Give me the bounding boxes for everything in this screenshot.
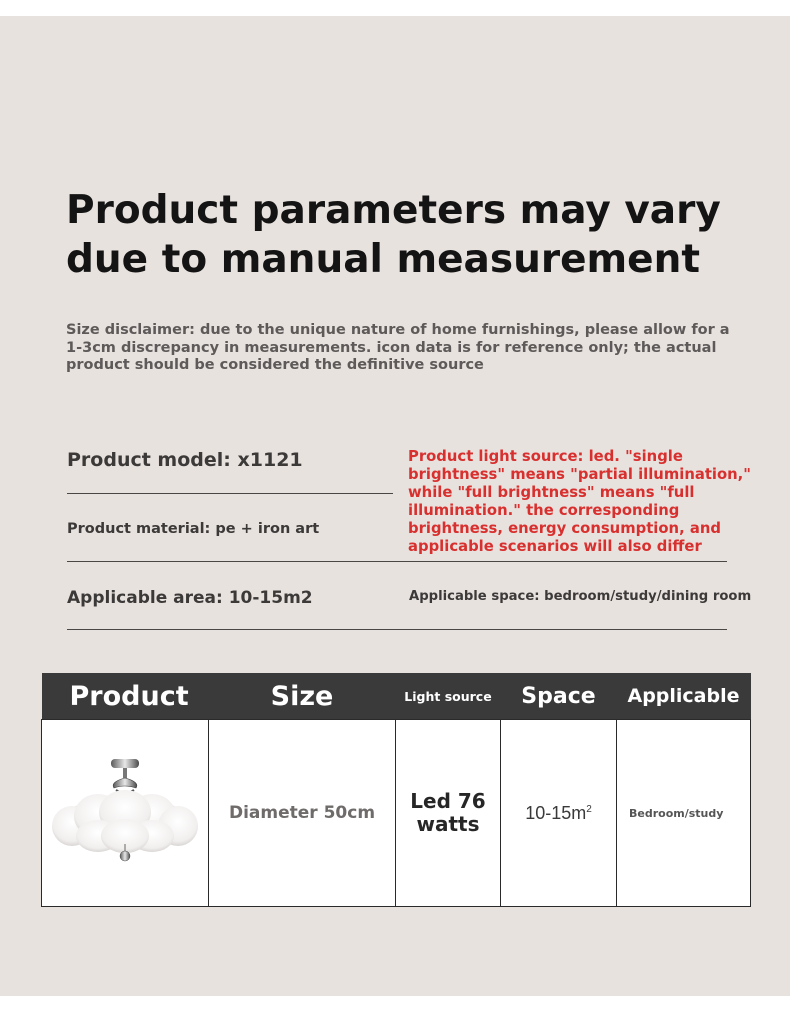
divider: [67, 493, 393, 494]
table-header-row: [42, 673, 751, 720]
light-source-line1: Led 76: [410, 789, 486, 813]
product-model: Product model: x1121: [67, 449, 303, 471]
size-disclaimer: Size disclaimer: due to the unique nature of home furnishings, please allow for a 1-3cm discrepancy in measurements. icon data is for reference only; the actual product should be considered the definitive source: [66, 322, 730, 373]
space-value-sup: 2: [586, 803, 592, 815]
header-size: Size: [209, 673, 396, 720]
light-source-note: Product light source: led. "single brightness" means "partial illumination," while "full brightness" means "full illumination." the corresponding brightness, energy consumption, and applicable scenarios will also differ: [408, 448, 752, 555]
spec-table: [41, 673, 751, 907]
product-material: Product material: pe + iron art: [67, 521, 320, 537]
header-light-source: Light source: [396, 673, 501, 720]
header-product: Product: [42, 673, 209, 720]
ceiling-lamp-image: [50, 756, 200, 866]
light-source-line2: watts: [416, 812, 480, 836]
header-applicable: Applicable: [617, 673, 751, 720]
header-space: Space: [501, 673, 617, 720]
applicable-value: Bedroom/study: [617, 720, 751, 907]
divider: [67, 561, 727, 562]
space-value: [501, 720, 617, 907]
applicable-space: Applicable space: bedroom/study/dining room: [409, 589, 752, 604]
applicable-area: Applicable area: 10-15m2: [67, 588, 313, 608]
light-source-value: [396, 720, 501, 907]
page-title: Product parameters may vary due to manual measurement: [66, 188, 721, 282]
space-value-text: 10-15m: [525, 802, 587, 823]
product-image-cell: [42, 720, 209, 907]
table-row: [42, 720, 751, 907]
divider: [67, 629, 727, 630]
size-value: Diameter 50cm: [209, 720, 396, 907]
